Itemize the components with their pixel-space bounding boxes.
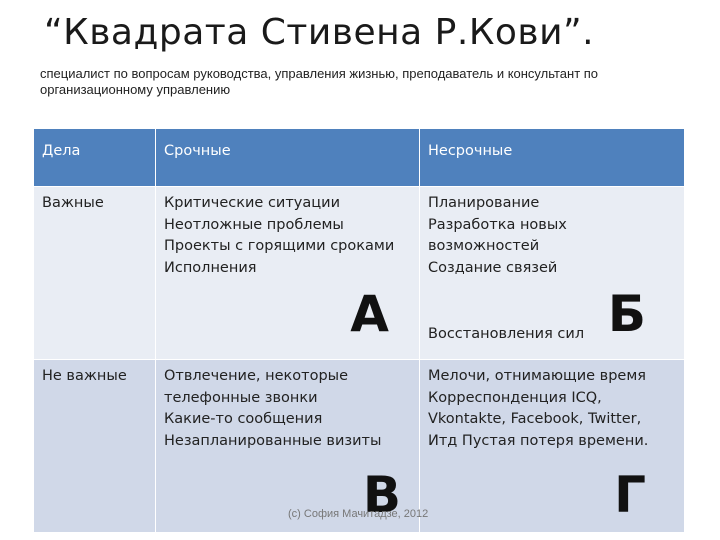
quadrant-a-line: Критические ситуации [164,195,340,211]
quadrant-a-line: Проекты с горящими сроками [164,238,395,254]
table-header-row [34,129,685,187]
quadrant-v-line: Какие-то сообщения [164,411,323,427]
quadrant-v-text [164,366,411,452]
copyright-footer: (c) София Мачитадзе, 2012 [288,508,429,520]
quadrant-g-letter: Г [614,466,646,524]
row-label-important: Важные [34,187,156,360]
quadrant-v-line: Отвлечение, некоторые [164,368,349,384]
slide-subtitle: специалист по вопросам руководства, управления жизнью, преподаватель и консультант по организационному управлению [40,66,599,97]
quadrant-g-line: Vkontakte, Facebook, Twitter, [428,411,642,427]
quadrant-a [156,187,420,360]
quadrant-g-line: Мелочи, отнимающие время [428,368,646,384]
quadrant-v-line: телефонные звонки [164,389,318,406]
quadrant-a-line: Неотложные проблемы [164,216,344,233]
quadrant-b-letter: Б [607,285,646,343]
quadrant-v-line: Незапланированные визиты [164,432,382,449]
quadrant-g-text [428,366,676,452]
header-cell-urgent: Срочные [156,129,420,187]
quadrant-b [420,187,685,360]
quadrant-a-text [164,193,411,279]
quadrant-b-line: Разработка новых [428,216,567,233]
quadrant-g-line: Итд Пустая потеря времени. [428,432,649,449]
quadrant-b-text [428,193,676,279]
quadrant-b-extra-line: Восстановления сил [428,326,585,342]
quadrant-v-letter: В [362,466,401,524]
quadrant-v [156,360,420,533]
covey-matrix-table [33,128,685,533]
quadrant-b-line: Планирование [428,195,540,211]
quadrant-b-line: Создание связей [428,259,558,276]
quadrant-b-line: возможностей [428,238,540,254]
quadrant-g-line: Корреспонденция ICQ, [428,389,602,406]
quadrant-a-line: Исполнения [164,259,257,276]
header-cell-tasks: Дела [34,129,156,187]
table-row-important [34,187,685,360]
header-cell-not-urgent: Несрочные [420,129,685,187]
row-label-not-important: Не важные [34,360,156,533]
quadrant-g [420,360,685,533]
table-row-not-important [34,360,685,533]
quadrant-a-letter: А [350,285,389,343]
slide-title: “Квадрата Стивена Р.Кови”. [44,12,595,53]
